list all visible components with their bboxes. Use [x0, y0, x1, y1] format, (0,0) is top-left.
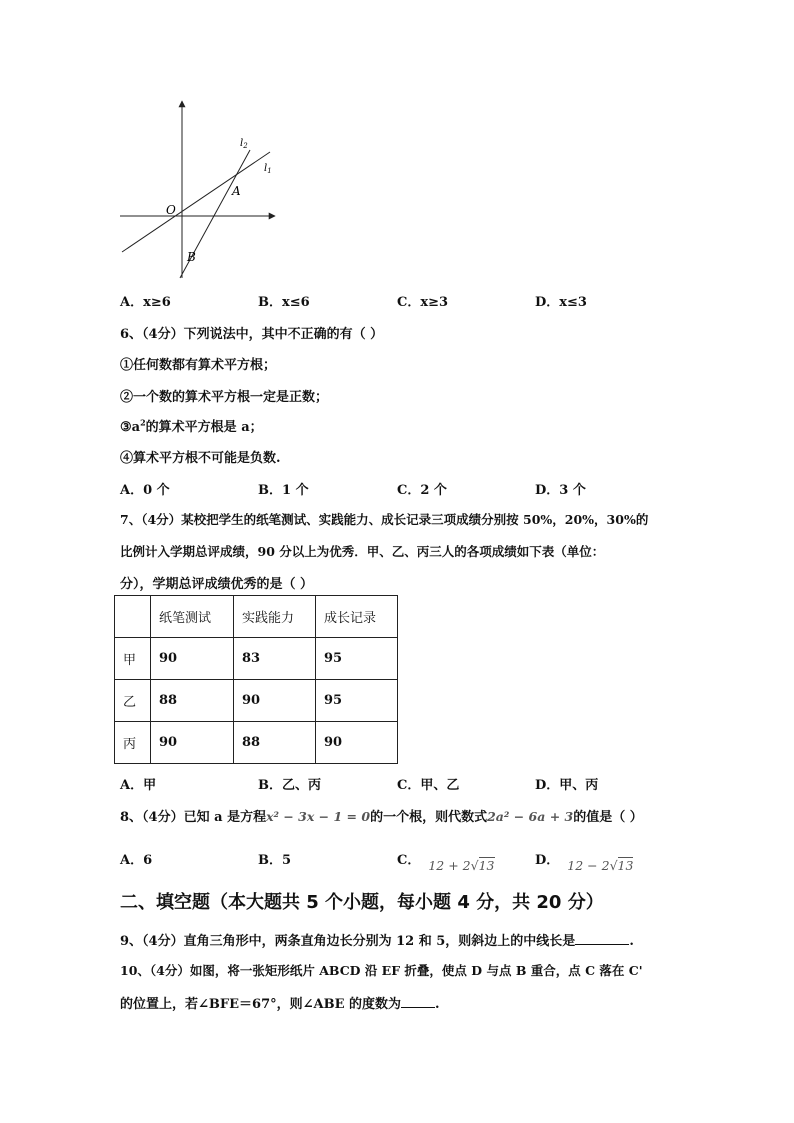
option-letter: B．	[258, 853, 282, 868]
table-row	[115, 722, 398, 764]
option-letter: B．	[258, 295, 282, 310]
option-text: 甲、乙	[420, 778, 460, 793]
q6-statement-4: ④算术平方根不可能是负数.	[120, 451, 281, 466]
q5-option-c[interactable]	[397, 291, 448, 310]
option-letter: D．	[535, 778, 560, 793]
q6-option-c[interactable]	[397, 479, 447, 498]
q8-option-b[interactable]	[258, 849, 291, 868]
q6-statement-3: $③a^2$的算术平方根是 a；	[120, 417, 263, 435]
table-header-cell	[115, 596, 151, 638]
option-text: 乙、丙	[282, 778, 322, 793]
option-text: 12 − 2√13	[567, 858, 634, 873]
table-header-cell: 成长记录	[316, 596, 398, 638]
option-letter: C．	[397, 483, 421, 498]
q10-stem-line-2: 的位置上，若∠BFE＝67°，则∠ABE 的度数为 .	[120, 997, 440, 1012]
option-text: 5	[282, 853, 292, 868]
option-letter: A．	[120, 295, 144, 310]
option-letter: B．	[258, 483, 282, 498]
option-letter: D．	[535, 853, 560, 868]
table-cell: 90	[234, 680, 316, 722]
option-letter: A．	[120, 778, 144, 793]
table-cell: 90	[151, 722, 234, 764]
label-b: B	[187, 250, 196, 264]
table-cell: 90	[151, 638, 234, 680]
expression: 2a² − 6a + 3	[487, 809, 574, 824]
option-letter: B．	[258, 778, 282, 793]
option-text: 12 + 2√13	[428, 858, 495, 873]
q9-stem: 9、（4分）直角三角形中，两条直角边长分别为 12 和 5，则斜边上的中线长是 .	[120, 934, 634, 949]
table-header-cell: 实践能力	[234, 596, 316, 638]
option-text: 6	[143, 853, 153, 868]
answer-blank[interactable]	[401, 995, 435, 1008]
q7-option-d[interactable]	[535, 774, 598, 793]
table-cell: 丙	[115, 722, 151, 764]
option-text: x≥6	[143, 295, 171, 310]
table-cell: 95	[316, 680, 398, 722]
option-letter: D．	[535, 295, 560, 310]
q7-option-b[interactable]	[258, 774, 321, 793]
q6-statement-2: ②一个数的算术平方根一定是正数；	[120, 390, 329, 405]
option-text: 0 个	[143, 483, 170, 498]
q7-stem-line-2: 比例计入学期总评成绩，90 分以上为优秀．甲、乙、丙三人的各项成绩如下表（单位：	[120, 544, 605, 559]
line-l1	[122, 152, 270, 252]
q8-stem: 8、（4分）已知 a 是方程x² − 3x − 1 = 0的一个根，则代数式2a² − 6a + 3的值是（ ）	[120, 809, 643, 825]
table-header-row	[115, 596, 398, 638]
q7-stem-line-3: 分），学期总评成绩优秀的是（ ）	[120, 577, 314, 592]
option-text: 甲	[143, 778, 157, 793]
q7-option-c[interactable]	[397, 774, 459, 793]
table-cell: 甲	[115, 638, 151, 680]
sqrt-icon: √	[609, 858, 618, 873]
option-letter: D．	[535, 483, 560, 498]
sqrt-icon: √	[470, 858, 479, 873]
equation: x² − 3x − 1 = 0	[266, 809, 371, 824]
option-text: 1 个	[282, 483, 309, 498]
table-cell: 88	[234, 722, 316, 764]
table-row	[115, 680, 398, 722]
q6-stem: 6、（4分）下列说法中，其中不正确的有（ ）	[120, 327, 384, 342]
table-cell: 90	[316, 722, 398, 764]
score-table	[114, 595, 398, 764]
q6-statement-1: ①任何数都有算术平方根；	[120, 358, 277, 373]
section-title: 二、填空题（本大题共 5 个小题，每小题 4 分，共 20 分）	[120, 892, 604, 913]
option-text: 3 个	[559, 483, 586, 498]
option-letter: C．	[397, 295, 421, 310]
option-text: x≤6	[282, 295, 310, 310]
q7-stem-line-1: 7、（4分）某校把学生的纸笔测试、实践能力、成长记录三项成绩分别按 50%，20%，30%的	[120, 512, 649, 527]
q10-stem-line-1: 10、（4分）如图，将一张矩形纸片 ABCD 沿 EF 折叠，使点 D 与点 B 重合，点 C 落在 C'	[120, 963, 643, 978]
q6-option-b[interactable]	[258, 479, 309, 498]
q8-option-c[interactable]	[397, 849, 495, 873]
q8-option-d[interactable]	[535, 849, 634, 873]
option-letter: A．	[120, 483, 144, 498]
label-l1: $l_1$	[264, 163, 272, 175]
table-header-cell: 纸笔测试	[151, 596, 234, 638]
table-cell: 88	[151, 680, 234, 722]
option-text: 2 个	[420, 483, 447, 498]
option-letter: A．	[120, 853, 144, 868]
label-o: O	[166, 203, 176, 217]
q5-option-d[interactable]	[535, 291, 587, 310]
q6-option-d[interactable]	[535, 479, 586, 498]
coordinate-figure	[110, 95, 290, 280]
table-cell: 乙	[115, 680, 151, 722]
table-row	[115, 638, 398, 680]
q5-option-b[interactable]	[258, 291, 310, 310]
option-text: x≤3	[559, 295, 587, 310]
option-text: x≥3	[420, 295, 449, 310]
label-a: A	[232, 184, 241, 198]
table-cell: 83	[234, 638, 316, 680]
q5-option-a[interactable]	[120, 291, 171, 310]
q6-option-a[interactable]	[120, 479, 170, 498]
answer-blank[interactable]	[575, 932, 629, 945]
q7-option-a[interactable]	[120, 774, 156, 793]
option-text: 甲、丙	[559, 778, 599, 793]
label-l2: $l_2$	[240, 138, 248, 150]
q8-option-a[interactable]	[120, 849, 152, 868]
option-letter: C．	[397, 853, 421, 868]
table-cell: 95	[316, 638, 398, 680]
option-letter: C．	[397, 778, 421, 793]
